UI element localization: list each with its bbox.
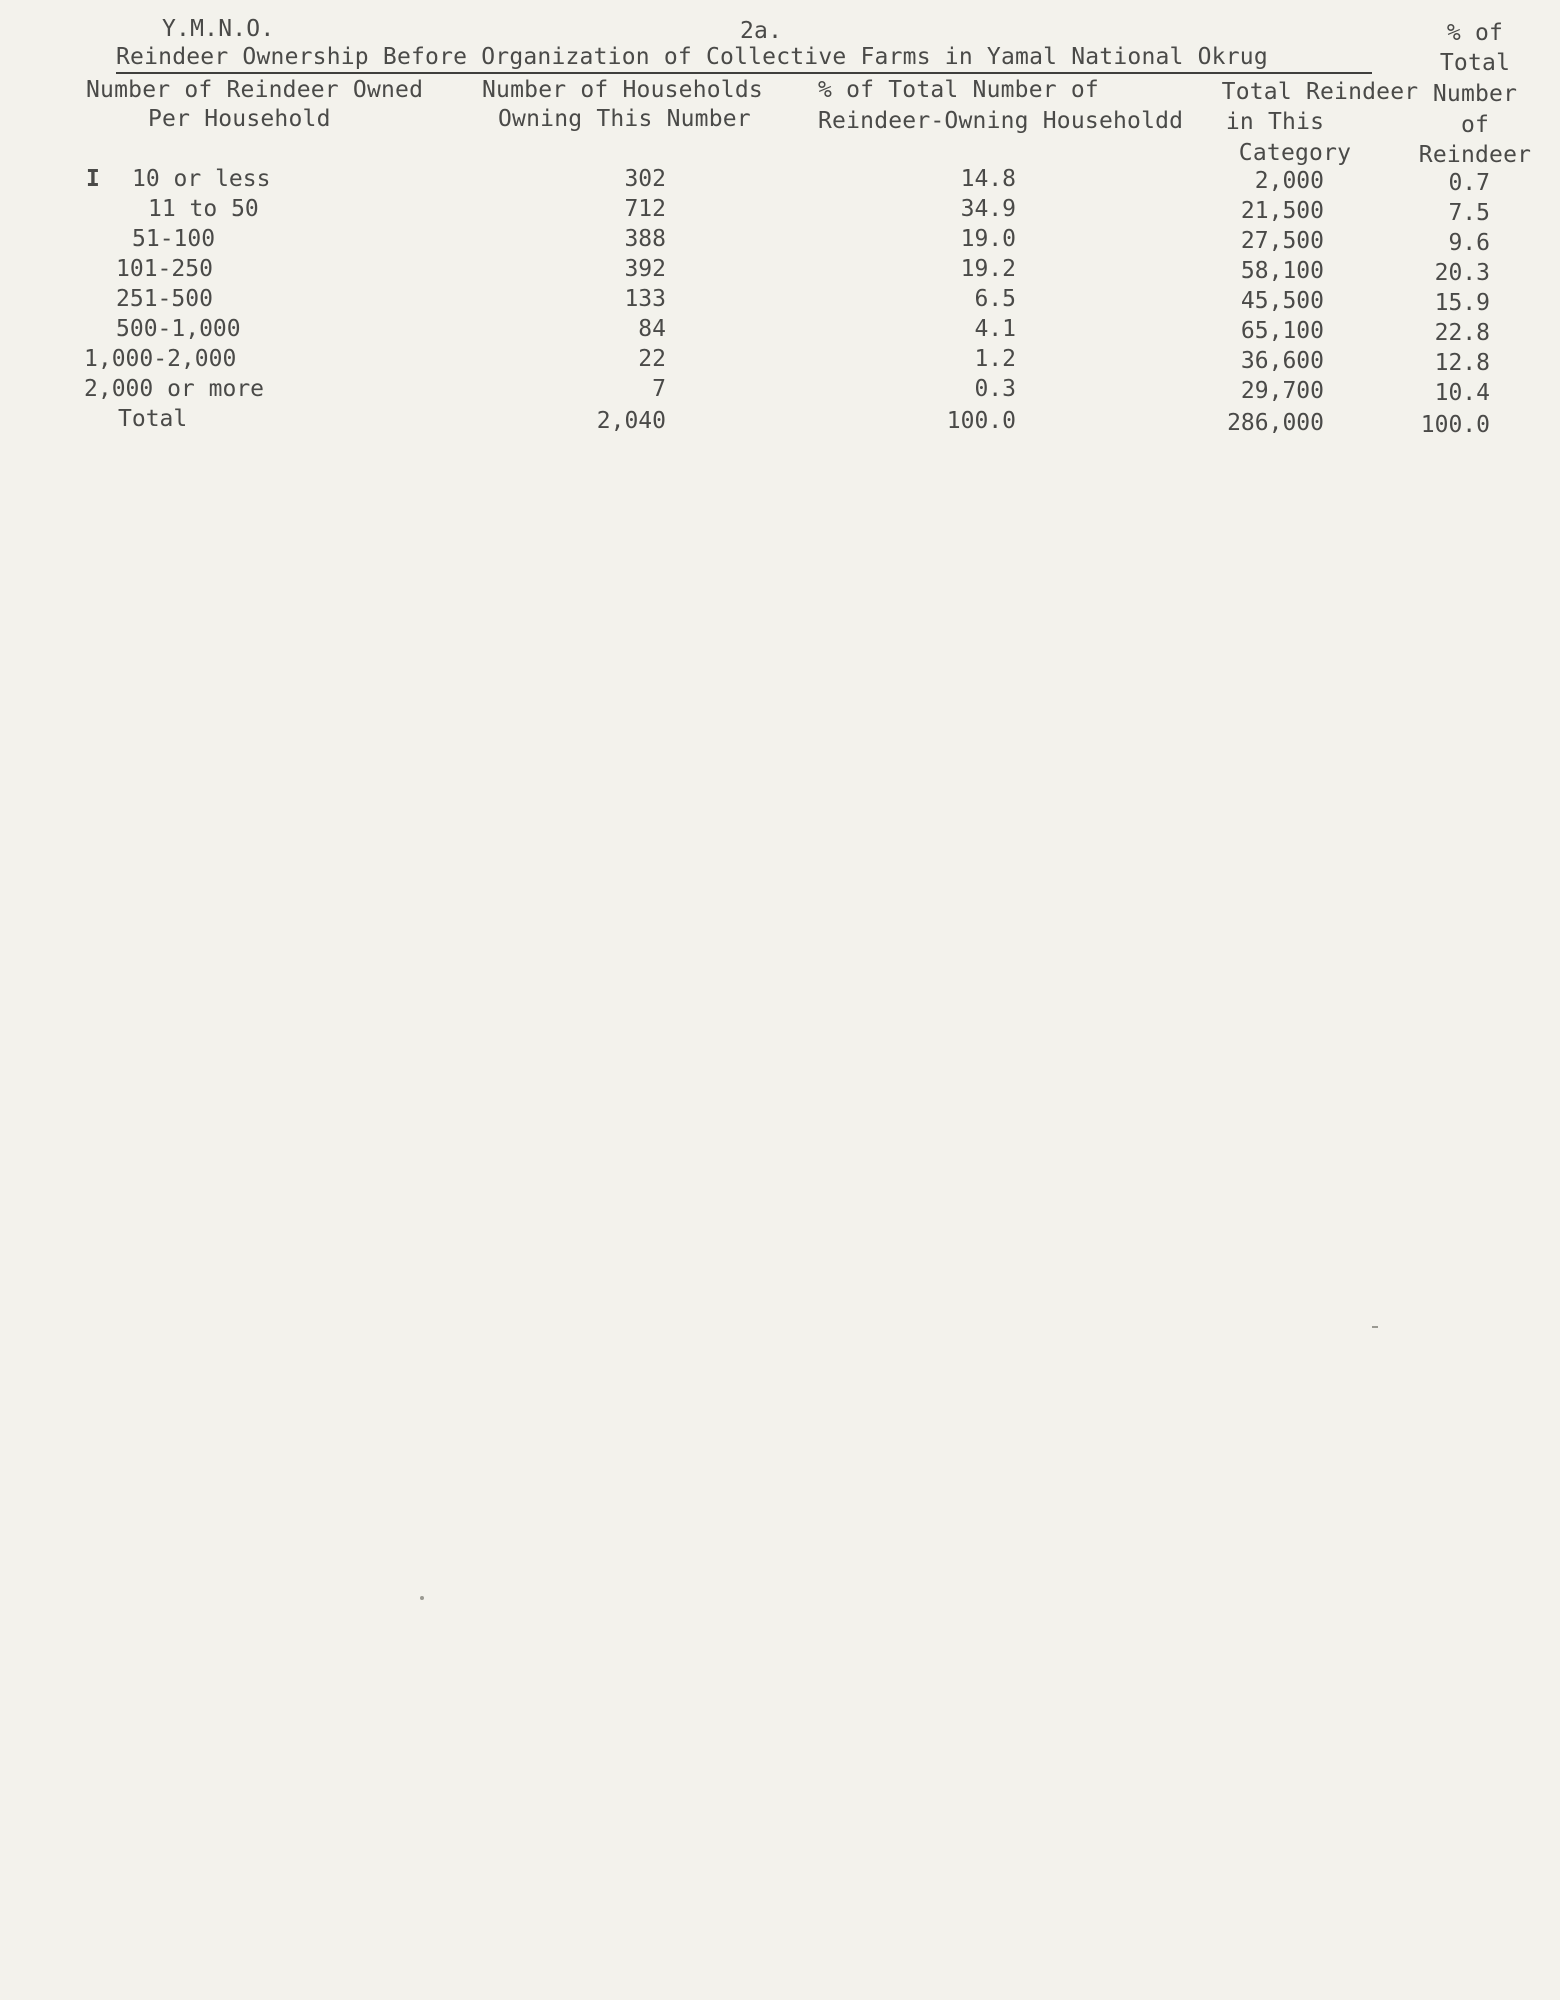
col5-header-line3: Number [1432,81,1518,107]
row-reindeer: 27,500 [1240,228,1324,254]
document-code: Y.M.N.O. [162,16,275,42]
total-households: 2,040 [596,408,666,434]
row-reindeer: 2,000 [1254,168,1324,194]
page-number: 2a. [740,18,783,44]
total-pct-reindeer: 100.0 [1420,412,1490,438]
col3-header-line2: Reindeer-Owning Householdd [818,108,1184,134]
row-pct-households: 6.5 [974,286,1016,312]
row-pct-households: 1.2 [974,346,1016,372]
paper-speck [420,1596,424,1600]
row-households: 22 [638,346,666,372]
col4-header-line2: in This [1225,109,1325,135]
col1-header-line2: Per Household [148,106,331,132]
col5-header-line5: Reindeer [1418,142,1532,168]
title-underline [116,72,1372,74]
row-pct-households: 19.2 [960,256,1016,282]
row-range: 101-250 [116,256,213,282]
row-reindeer: 45,500 [1240,288,1324,314]
row-pct-households: 4.1 [974,316,1016,342]
row-range: 51-100 [132,226,216,252]
row-households: 84 [638,316,666,342]
row-range: 10 or less [132,166,271,192]
col4-header-line3: Category [1238,140,1352,166]
col5-header-line4: of [1460,112,1490,138]
col1-header-line1: Number of Reindeer Owned [86,77,424,103]
row-reindeer: 21,500 [1240,198,1324,224]
row-range: 251-500 [116,286,213,312]
row-reindeer: 65,100 [1240,318,1324,344]
row-range: 1,000-2,000 [84,346,237,372]
total-reindeer: 286,000 [1227,410,1324,436]
row-households: 7 [652,376,666,402]
row-pct-reindeer: 7.5 [1448,200,1490,226]
table-title: Reindeer Ownership Before Organization of Collective Farms in Yamal National Okrug [116,44,1268,70]
row-pct-reindeer: 10.4 [1434,380,1490,406]
row-households: 302 [624,166,666,192]
col4-header-line1: Total Reindeer [1221,79,1419,105]
row-pct-households: 14.8 [960,166,1016,192]
row-range: 2,000 or more [84,376,265,402]
total-pct-households: 100.0 [946,408,1016,434]
row-pct-households: 19.0 [960,226,1016,252]
row-pct-reindeer: 12.8 [1434,350,1490,376]
col2-header-line2: Owning This Number [498,106,751,132]
row-households: 712 [624,196,666,222]
paper-speck [1372,1326,1378,1328]
row-pct-reindeer: 22.8 [1434,320,1490,346]
row-pct-reindeer: 9.6 [1448,230,1490,256]
row-range: 11 to 50 [148,196,259,222]
row-pct-reindeer: 20.3 [1434,260,1490,286]
row-pct-households: 34.9 [960,196,1016,222]
row-reindeer: 58,100 [1240,258,1324,284]
row-households: 133 [624,286,666,312]
row-households: 392 [624,256,666,282]
total-label: Total [118,406,188,432]
margin-mark: I [86,166,101,192]
row-pct-households: 0.3 [974,376,1016,402]
col2-header-line1: Number of Households [482,77,763,103]
col3-header-line1: % of Total Number of [818,77,1099,103]
row-pct-reindeer: 0.7 [1448,170,1490,196]
row-reindeer: 29,700 [1240,378,1324,404]
row-reindeer: 36,600 [1240,348,1324,374]
col5-header-line2: Total [1439,50,1511,76]
row-households: 388 [624,226,666,252]
row-range: 500-1,000 [116,316,241,342]
row-pct-reindeer: 15.9 [1434,290,1490,316]
col5-header-line1: % of [1446,20,1504,46]
